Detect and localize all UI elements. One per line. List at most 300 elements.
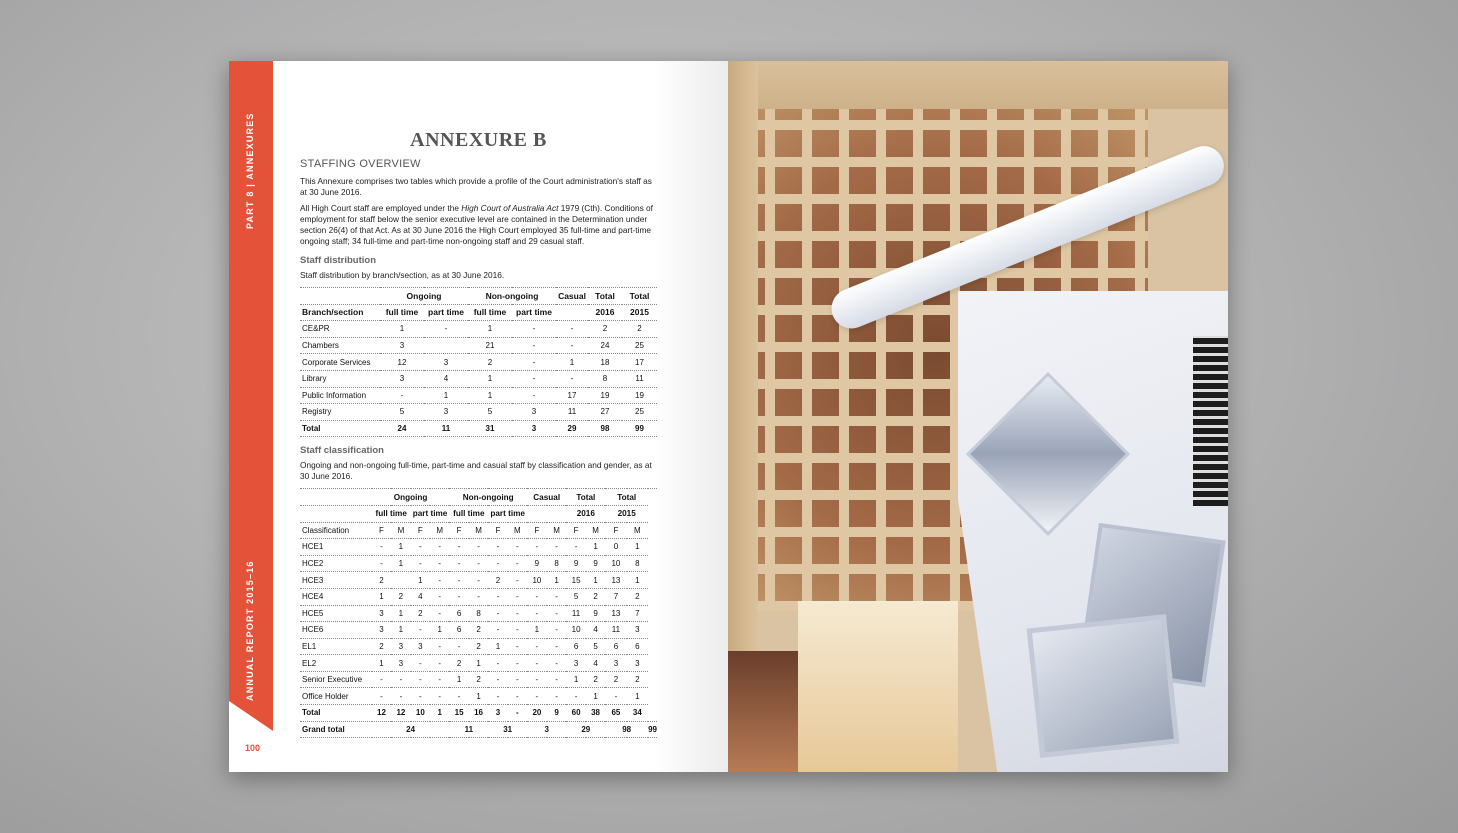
cell: -: [527, 671, 547, 688]
cell: M: [586, 522, 605, 539]
cell: -: [469, 555, 488, 572]
cell: -: [488, 588, 507, 605]
cell: 3: [391, 655, 410, 672]
cell: -: [512, 321, 556, 338]
cell: 9: [527, 555, 547, 572]
intro-text-start: All High Court staff are employed under the: [300, 203, 462, 213]
cell: Total: [300, 705, 372, 722]
cell: 1: [627, 688, 648, 705]
column-header: part time: [411, 505, 450, 522]
cell: 5: [586, 638, 605, 655]
cell: 3: [627, 655, 648, 672]
cell: 12: [372, 705, 391, 722]
cell: M: [508, 522, 527, 539]
cell: 2: [372, 572, 391, 589]
cell: 9: [586, 555, 605, 572]
cell: -: [372, 555, 391, 572]
table-row: [300, 688, 657, 705]
table-row: [300, 638, 657, 655]
cell: -: [372, 539, 391, 556]
cell: Public Information: [300, 387, 380, 404]
cell: -: [449, 572, 468, 589]
cell: CE&PR: [300, 321, 380, 338]
cell: 1: [566, 671, 585, 688]
cell: -: [547, 655, 567, 672]
cell: M: [547, 522, 567, 539]
table-row: [300, 337, 657, 354]
gender-header-row: [300, 522, 657, 539]
cell: 1: [430, 622, 449, 639]
cell: -: [508, 622, 527, 639]
staff-distribution-table: [300, 287, 657, 437]
table-row: [300, 622, 657, 639]
cell: -: [430, 539, 449, 556]
table-row: [300, 605, 657, 622]
cell: 8: [469, 605, 488, 622]
table-row: [300, 671, 657, 688]
cell: 2: [488, 572, 507, 589]
group-header: Casual: [533, 492, 561, 502]
cell: 13: [605, 605, 626, 622]
column-header: part time: [488, 505, 527, 522]
cell: 9: [586, 605, 605, 622]
cell: 38: [586, 705, 605, 722]
cell: F: [411, 522, 430, 539]
cell: EL1: [300, 638, 372, 655]
cell: -: [508, 539, 527, 556]
cell: 1: [586, 688, 605, 705]
cell: 29: [566, 721, 605, 738]
table-row: [300, 354, 657, 371]
cell: 3: [424, 354, 468, 371]
cell: 60: [566, 705, 585, 722]
cell: -: [411, 671, 430, 688]
cell: 3: [512, 404, 556, 421]
page-number: 100: [245, 743, 261, 753]
cell: 20: [527, 705, 547, 722]
cell: 3: [512, 420, 556, 437]
cell: 10: [605, 555, 626, 572]
cell: 13: [605, 572, 626, 589]
cell: 2: [605, 671, 626, 688]
window-light: [798, 601, 958, 772]
section-label: PART 8 | ANNEXURES: [245, 112, 255, 229]
cell: EL2: [300, 655, 372, 672]
cell: -: [605, 688, 626, 705]
cell: Registry: [300, 404, 380, 421]
cell: 4: [411, 588, 430, 605]
distribution-heading: Staff distribution: [300, 255, 376, 266]
cell: 1: [627, 572, 648, 589]
building-photo: [728, 61, 1228, 772]
cell: 2: [469, 622, 488, 639]
cell: HCE1: [300, 539, 372, 556]
cell: 1: [372, 588, 391, 605]
cell: 31: [488, 721, 527, 738]
cell: -: [449, 688, 468, 705]
cell: -: [469, 539, 488, 556]
table-sub-header: [300, 505, 657, 522]
cell: HCE6: [300, 622, 372, 639]
cell: 2: [372, 638, 391, 655]
cell: F: [527, 522, 547, 539]
cell: 16: [469, 705, 488, 722]
cell: 31: [468, 420, 512, 437]
cell: 2: [391, 588, 410, 605]
cell: 3: [488, 705, 507, 722]
cell: -: [430, 588, 449, 605]
cell: Library: [300, 370, 380, 387]
cell: 15: [449, 705, 468, 722]
cell: F: [605, 522, 626, 539]
act-name: High Court of Australia Act: [461, 203, 559, 213]
cell: 65: [605, 705, 626, 722]
cell: -: [488, 539, 507, 556]
cell: -: [547, 688, 567, 705]
cell: 2: [622, 321, 657, 338]
cell: -: [488, 622, 507, 639]
cell: 99: [648, 721, 657, 738]
cell: Office Holder: [300, 688, 372, 705]
table-sub-header: [300, 304, 657, 321]
table-row: [300, 555, 657, 572]
cell: 25: [622, 404, 657, 421]
cell: -: [512, 387, 556, 404]
cell: 6: [449, 605, 468, 622]
report-label: ANNUAL REPORT 2015–16: [245, 560, 255, 701]
staff-classification-table: [300, 488, 657, 738]
table-row: [300, 539, 657, 556]
table-row: [300, 387, 657, 404]
cell: -: [449, 555, 468, 572]
cell: -: [411, 555, 430, 572]
cell: 11: [449, 721, 488, 738]
cell: -: [547, 622, 567, 639]
cell: 1: [488, 638, 507, 655]
column-header: 2016: [566, 505, 605, 522]
cell: -: [508, 671, 527, 688]
cell: -: [512, 337, 556, 354]
cell: 12: [380, 354, 424, 371]
cell: -: [527, 539, 547, 556]
cell: -: [430, 638, 449, 655]
cell: 8: [588, 370, 622, 387]
cell: 1: [469, 655, 488, 672]
cell: 11: [605, 622, 626, 639]
cell: 1: [556, 354, 588, 371]
cell: 1: [424, 387, 468, 404]
cell: -: [372, 688, 391, 705]
cell: 10: [411, 705, 430, 722]
cell: 18: [588, 354, 622, 371]
ceiling-beam: [728, 61, 1228, 109]
cell: -: [508, 638, 527, 655]
table-total-row: [300, 420, 657, 437]
cell: 1: [430, 705, 449, 722]
cell: -: [430, 671, 449, 688]
cell: 3: [372, 605, 391, 622]
column-header: full time: [449, 505, 488, 522]
cell: -: [430, 572, 449, 589]
cell: 9: [566, 555, 585, 572]
cell: -: [527, 638, 547, 655]
cell: 12: [391, 705, 410, 722]
cell: -: [556, 370, 588, 387]
column-header: part time: [512, 304, 556, 321]
cell: 17: [556, 387, 588, 404]
cell: 1: [468, 387, 512, 404]
artwork-strip: [1193, 336, 1228, 506]
group-header: Total: [576, 492, 596, 502]
cell: -: [430, 688, 449, 705]
cell: 11: [566, 605, 585, 622]
column-header: 2015: [605, 505, 648, 522]
cell: 11: [556, 404, 588, 421]
cell: -: [380, 387, 424, 404]
cell: -: [547, 605, 567, 622]
cell: 1: [468, 321, 512, 338]
cell: 1: [391, 605, 410, 622]
cell: -: [411, 539, 430, 556]
intro-paragraph-1: This Annexure comprises two tables which provide a profile of the Court administration's staff as at 30 June 2016.: [300, 176, 652, 197]
group-header: Ongoing: [393, 492, 428, 502]
cell: 10: [527, 572, 547, 589]
cell: 2: [586, 671, 605, 688]
cell: 6: [449, 622, 468, 639]
cell: Classification: [300, 522, 372, 539]
cell: -: [547, 588, 567, 605]
column-header: [556, 304, 588, 321]
cell: 5: [468, 404, 512, 421]
cell: 3: [391, 638, 410, 655]
cell: 2: [588, 321, 622, 338]
cell: 6: [627, 638, 648, 655]
cell: 9: [547, 705, 567, 722]
group-header: Total: [617, 492, 637, 502]
cell: -: [527, 605, 547, 622]
intro-paragraph-2: [300, 203, 657, 247]
page-title: ANNEXURE B: [410, 129, 547, 151]
cell: -: [566, 539, 585, 556]
cell: 1: [411, 572, 430, 589]
cell: -: [430, 605, 449, 622]
cell: 1: [627, 539, 648, 556]
cell: M: [469, 522, 488, 539]
cell: 2: [449, 655, 468, 672]
cell: 1: [380, 321, 424, 338]
cell: 4: [586, 622, 605, 639]
cell: -: [508, 555, 527, 572]
group-header: Total: [595, 290, 615, 301]
classification-heading: Staff classification: [300, 445, 384, 457]
cell: -: [488, 655, 507, 672]
cell: 11: [424, 420, 468, 437]
left-page: [229, 61, 728, 772]
cell: -: [527, 655, 547, 672]
cell: -: [391, 688, 410, 705]
cell: -: [449, 539, 468, 556]
cell: 1: [449, 671, 468, 688]
cell: 8: [547, 555, 567, 572]
cell: 0: [605, 539, 626, 556]
cell: HCE4: [300, 588, 372, 605]
cell: 10: [566, 622, 585, 639]
cell: -: [547, 638, 567, 655]
cell: -: [372, 671, 391, 688]
cell: 21: [468, 337, 512, 354]
intro-text-end: 1979 (Cth). Conditions of employment for staff below the senior executive level are contained in the Determination under section 26(4) of that Act. As at 30 June 2016 the High Court employed 35 full-time and part-time ongoing staff; 34 full-time and part-time non-ongoing staff and 29 casual staff.: [300, 203, 653, 246]
cell: 2: [627, 671, 648, 688]
cell: 1: [469, 688, 488, 705]
cell: 7: [605, 588, 626, 605]
column-header: full time: [468, 304, 512, 321]
cell: -: [430, 655, 449, 672]
table-grand-total-row: [300, 721, 657, 738]
table-group-header: [300, 288, 657, 305]
cell: 15: [566, 572, 585, 589]
cell: 2: [469, 638, 488, 655]
artwork-panel: [728, 651, 798, 772]
cell: [391, 572, 410, 589]
column-header: Branch/section: [300, 304, 380, 321]
cell: 4: [586, 655, 605, 672]
cell: -: [566, 688, 585, 705]
column-header: full time: [380, 304, 424, 321]
cell: 3: [605, 655, 626, 672]
column-header: part time: [424, 304, 468, 321]
cell: -: [527, 588, 547, 605]
cell: 1: [391, 539, 410, 556]
cell: -: [512, 370, 556, 387]
cell: -: [411, 688, 430, 705]
cell: -: [488, 555, 507, 572]
table-row: [300, 404, 657, 421]
table-row: [300, 321, 657, 338]
cell: Senior Executive: [300, 671, 372, 688]
cell: 1: [547, 572, 567, 589]
cell: 3: [411, 638, 430, 655]
cell: 98: [605, 721, 648, 738]
cell: Corporate Services: [300, 354, 380, 371]
cell: Total: [300, 420, 380, 437]
cell: -: [556, 337, 588, 354]
cell: 1: [391, 622, 410, 639]
group-header: Non-ongoing: [462, 492, 514, 502]
cell: -: [547, 539, 567, 556]
cell: 5: [566, 588, 585, 605]
cell: Chambers: [300, 337, 380, 354]
group-header: Total: [629, 290, 650, 301]
cell: 34: [627, 705, 648, 722]
cell: -: [508, 588, 527, 605]
cell: -: [488, 605, 507, 622]
table-row: [300, 655, 657, 672]
book-spread: [229, 61, 1228, 772]
cell: HCE3: [300, 572, 372, 589]
cell: 2: [469, 671, 488, 688]
cell: 3: [424, 404, 468, 421]
cell: 2: [411, 605, 430, 622]
section-strip: [229, 61, 273, 772]
group-header: Casual: [558, 290, 586, 301]
cell: HCE5: [300, 605, 372, 622]
cell: -: [508, 572, 527, 589]
cell: F: [488, 522, 507, 539]
cell: 2: [586, 588, 605, 605]
column-header: 2015: [622, 304, 657, 321]
cell: 29: [556, 420, 588, 437]
table-group-header: [300, 489, 657, 506]
table-total-row: [300, 705, 657, 722]
cell: 1: [586, 572, 605, 589]
distribution-caption: Staff distribution by branch/section, as at 30 June 2016.: [300, 270, 505, 280]
cell: -: [508, 705, 527, 722]
cell: HCE2: [300, 555, 372, 572]
cell: Grand total: [300, 721, 372, 738]
cell: 1: [527, 622, 547, 639]
cell: -: [556, 321, 588, 338]
cell: [424, 337, 468, 354]
cell: 6: [566, 638, 585, 655]
cell: 4: [424, 370, 468, 387]
cell: 7: [627, 605, 648, 622]
column-header: 2016: [588, 304, 622, 321]
cell: 27: [588, 404, 622, 421]
table-row: [300, 588, 657, 605]
table-row: [300, 370, 657, 387]
cell: 3: [380, 337, 424, 354]
cell: 8: [627, 555, 648, 572]
group-header: Non-ongoing: [485, 290, 539, 301]
cell: 17: [622, 354, 657, 371]
cell: 24: [380, 420, 424, 437]
cell: 1: [586, 539, 605, 556]
cell: 3: [372, 622, 391, 639]
cell: -: [424, 321, 468, 338]
cell: -: [469, 588, 488, 605]
cell: 25: [622, 337, 657, 354]
cell: 1: [372, 655, 391, 672]
column-header: full time: [372, 505, 411, 522]
group-header: Ongoing: [406, 290, 442, 301]
strip-notch: [229, 701, 273, 731]
cell: -: [411, 655, 430, 672]
cell: F: [372, 522, 391, 539]
cell: F: [566, 522, 585, 539]
cell: -: [391, 671, 410, 688]
cell: 2: [468, 354, 512, 371]
cell: M: [627, 522, 648, 539]
cell: -: [430, 555, 449, 572]
cell: -: [512, 354, 556, 371]
cell: -: [547, 671, 567, 688]
cell: -: [449, 638, 468, 655]
cell: M: [430, 522, 449, 539]
cell: 98: [588, 420, 622, 437]
cell: 6: [605, 638, 626, 655]
cell: -: [527, 688, 547, 705]
cell: -: [411, 622, 430, 639]
cell: 3: [627, 622, 648, 639]
cell: -: [508, 655, 527, 672]
cell: 24: [588, 337, 622, 354]
cell: 3: [566, 655, 585, 672]
cell: 99: [622, 420, 657, 437]
cell: 3: [380, 370, 424, 387]
cell: -: [508, 688, 527, 705]
sculpture-lower: [1027, 614, 1180, 758]
cell: -: [469, 572, 488, 589]
